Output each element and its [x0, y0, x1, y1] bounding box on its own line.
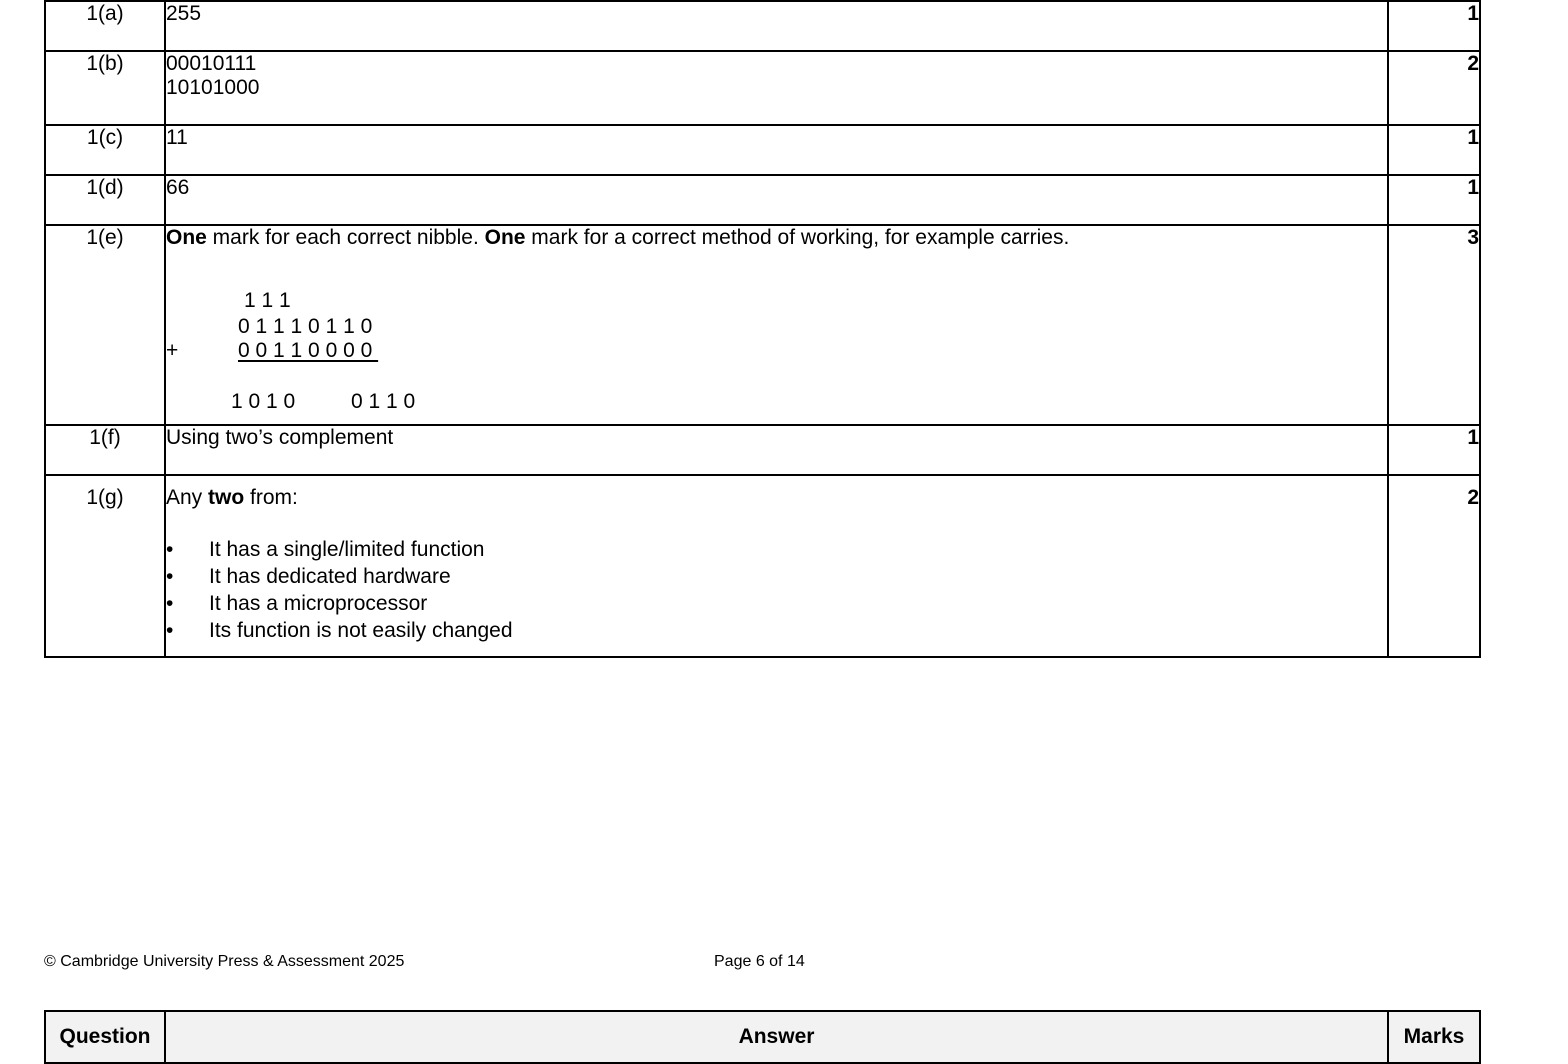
marks-value: 1 — [1388, 125, 1480, 175]
answer-cell — [165, 475, 1388, 657]
answer-text: 11 — [166, 126, 188, 149]
table-row — [45, 51, 1480, 125]
bullet-icon: • — [166, 619, 174, 642]
header-row — [45, 1011, 1480, 1063]
table-row — [45, 225, 1480, 425]
question-number: 1(g) — [45, 475, 165, 657]
table-row — [45, 475, 1480, 657]
bullet-text: It has a single/limited function — [209, 538, 485, 561]
question-number: 1(a) — [45, 1, 165, 51]
answer-cell — [165, 425, 1388, 475]
marking-guidance — [166, 226, 1387, 250]
answer-text: Using two’s complement — [166, 426, 394, 449]
marks-value: 3 — [1388, 225, 1480, 425]
column-header-marks: Marks — [1388, 1011, 1480, 1063]
table-row — [45, 425, 1480, 475]
answer-text: 10101000 — [166, 76, 260, 99]
answer-bullet-list — [166, 536, 1387, 644]
intro-text: from: — [244, 486, 298, 509]
emphasis-text: two — [208, 486, 245, 509]
bullet-icon: • — [166, 592, 174, 615]
list-item — [166, 536, 1387, 563]
answer-text: 00010111 — [166, 52, 257, 75]
binary-addition-working — [166, 260, 1387, 413]
answer-intro — [166, 486, 1387, 510]
column-header-answer: Answer — [165, 1011, 1388, 1063]
table-row — [45, 125, 1480, 175]
emphasis-text: One — [166, 226, 207, 249]
copyright-notice: © Cambridge University Press & Assessment 2025 — [44, 953, 405, 970]
question-number: 1(b) — [45, 51, 165, 125]
marks-value: 2 — [1388, 51, 1480, 125]
emphasis-text: One — [484, 226, 526, 249]
answer-cell — [165, 125, 1388, 175]
question-number: 1(d) — [45, 175, 165, 225]
answer-text: 66 — [166, 176, 190, 199]
answer-cell — [165, 225, 1388, 425]
marks-value: 1 — [1388, 1, 1480, 51]
page-number: Page 6 of 14 — [714, 953, 805, 970]
result-nibble-low: 0 1 1 0 — [351, 390, 416, 413]
marks-value: 1 — [1388, 175, 1480, 225]
column-header-question: Question — [45, 1011, 165, 1063]
bullet-text: Its function is not easily changed — [209, 619, 513, 642]
question-number: 1(e) — [45, 225, 165, 425]
mark-scheme-table — [44, 0, 1481, 658]
list-item — [166, 590, 1387, 617]
plus-sign: + — [166, 339, 179, 362]
bullet-icon: • — [166, 538, 174, 561]
operand-one: 0 1 1 1 0 1 1 0 — [238, 315, 373, 338]
guidance-text: mark for a correct method of working, for example carries. — [525, 226, 1070, 249]
question-number: 1(c) — [45, 125, 165, 175]
bullet-text: It has a microprocessor — [209, 592, 428, 615]
bullet-icon: • — [166, 565, 174, 588]
list-item — [166, 617, 1387, 644]
guidance-text: mark for each correct nibble. — [206, 226, 485, 249]
intro-text: Any — [166, 486, 209, 509]
next-page-table-header — [44, 1010, 1481, 1064]
answer-cell — [165, 1, 1388, 51]
question-number: 1(f) — [45, 425, 165, 475]
result-nibble-high: 1 0 1 0 — [231, 390, 296, 413]
answer-text: 255 — [166, 2, 202, 25]
marks-value: 1 — [1388, 425, 1480, 475]
carry-digits: 1 1 1 — [244, 289, 291, 312]
list-item — [166, 563, 1387, 590]
table-row — [45, 175, 1480, 225]
answer-cell — [165, 175, 1388, 225]
marks-value: 2 — [1388, 475, 1480, 657]
table-row — [45, 1, 1480, 51]
operand-two: 0 0 1 1 0 0 0 0 — [238, 339, 379, 362]
answer-cell — [165, 51, 1388, 125]
bullet-text: It has dedicated hardware — [209, 565, 451, 588]
